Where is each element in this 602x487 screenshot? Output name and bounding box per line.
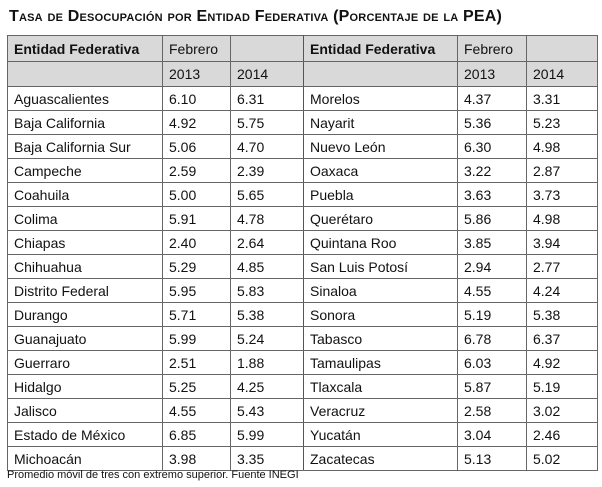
entity-name-cell: Durango <box>8 303 163 327</box>
entity-name-cell: Distrito Federal <box>8 279 163 303</box>
entity-name-cell: Zacatecas <box>304 447 458 471</box>
value-2013-cell: 2.59 <box>163 159 231 183</box>
table-row <box>8 303 598 327</box>
value-2014-cell: 4.24 <box>527 279 598 303</box>
entity-name-cell: Tamaulipas <box>304 351 458 375</box>
entity-name-cell: Hidalgo <box>8 375 163 399</box>
table-row <box>8 231 598 255</box>
value-2014-cell: 5.99 <box>231 423 304 447</box>
table-row <box>8 255 598 279</box>
value-2013-cell: 2.58 <box>458 399 527 423</box>
entity-name-cell: Yucatán <box>304 423 458 447</box>
value-2013-cell: 5.13 <box>458 447 527 471</box>
entity-name-cell: Baja California Sur <box>8 135 163 159</box>
column-header-2013-left: 2013 <box>163 62 231 87</box>
value-2014-cell: 5.83 <box>231 279 304 303</box>
value-2014-cell: 4.25 <box>231 375 304 399</box>
column-subheader-empty-left <box>8 62 163 87</box>
table-row <box>8 111 598 135</box>
value-2013-cell: 4.55 <box>458 279 527 303</box>
value-2013-cell: 2.51 <box>163 351 231 375</box>
value-2014-cell: 4.70 <box>231 135 304 159</box>
entity-name-cell: Puebla <box>304 183 458 207</box>
value-2013-cell: 5.00 <box>163 183 231 207</box>
value-2014-cell: 1.88 <box>231 351 304 375</box>
entity-name-cell: Veracruz <box>304 399 458 423</box>
value-2013-cell: 6.30 <box>458 135 527 159</box>
value-2014-cell: 4.98 <box>527 135 598 159</box>
table-row <box>8 87 598 111</box>
value-2013-cell: 5.36 <box>458 111 527 135</box>
table-row <box>8 375 598 399</box>
entity-name-cell: Estado de México <box>8 423 163 447</box>
table-row <box>8 159 598 183</box>
value-2014-cell: 3.35 <box>231 447 304 471</box>
value-2013-cell: 2.94 <box>458 255 527 279</box>
table-row <box>8 135 598 159</box>
value-2014-cell: 5.23 <box>527 111 598 135</box>
entity-name-cell: Querétaro <box>304 207 458 231</box>
column-header-month-left: Febrero <box>163 36 231 62</box>
entity-name-cell: Guanajuato <box>8 327 163 351</box>
entity-name-cell: Tlaxcala <box>304 375 458 399</box>
column-subheader-empty-right <box>304 62 458 87</box>
value-2013-cell: 4.92 <box>163 111 231 135</box>
value-2014-cell: 5.38 <box>231 303 304 327</box>
column-header-entity-left: Entidad Federativa <box>8 36 163 62</box>
value-2014-cell: 5.65 <box>231 183 304 207</box>
table-row <box>8 351 598 375</box>
value-2013-cell: 6.10 <box>163 87 231 111</box>
value-2014-cell: 4.78 <box>231 207 304 231</box>
value-2014-cell: 4.85 <box>231 255 304 279</box>
value-2013-cell: 5.95 <box>163 279 231 303</box>
value-2014-cell: 3.02 <box>527 399 598 423</box>
entity-name-cell: Sinaloa <box>304 279 458 303</box>
value-2013-cell: 6.03 <box>458 351 527 375</box>
entity-name-cell: San Luis Potosí <box>304 255 458 279</box>
value-2013-cell: 5.71 <box>163 303 231 327</box>
column-header-2014-left: 2014 <box>231 62 304 87</box>
value-2014-cell: 3.73 <box>527 183 598 207</box>
entity-name-cell: Oaxaca <box>304 159 458 183</box>
value-2014-cell: 2.46 <box>527 423 598 447</box>
value-2013-cell: 5.91 <box>163 207 231 231</box>
value-2014-cell: 3.94 <box>527 231 598 255</box>
value-2013-cell: 3.22 <box>458 159 527 183</box>
column-header-empty-left <box>231 36 304 62</box>
value-2013-cell: 3.98 <box>163 447 231 471</box>
table-row <box>8 423 598 447</box>
table-row <box>8 447 598 471</box>
entity-name-cell: Chihuahua <box>8 255 163 279</box>
value-2014-cell: 2.87 <box>527 159 598 183</box>
entity-name-cell: Sonora <box>304 303 458 327</box>
table-row <box>8 183 598 207</box>
value-2013-cell: 5.29 <box>163 255 231 279</box>
value-2013-cell: 5.86 <box>458 207 527 231</box>
entity-name-cell: Campeche <box>8 159 163 183</box>
page-title: Tasa de Desocupación por Entidad Federativa (Porcentaje de la PEA) <box>9 8 503 25</box>
table-subheader-row <box>8 62 598 87</box>
footnote: Promedio móvil de tres con extremo superior. Fuente INEGI <box>7 469 299 481</box>
value-2013-cell: 5.87 <box>458 375 527 399</box>
entity-name-cell: Michoacán <box>8 447 163 471</box>
entity-name-cell: Quintana Roo <box>304 231 458 255</box>
value-2014-cell: 5.38 <box>527 303 598 327</box>
value-2014-cell: 4.92 <box>527 351 598 375</box>
value-2013-cell: 3.63 <box>458 183 527 207</box>
table-header-row <box>8 36 598 62</box>
value-2013-cell: 5.99 <box>163 327 231 351</box>
column-header-empty-right <box>527 36 598 62</box>
column-header-entity-right: Entidad Federativa <box>304 36 458 62</box>
value-2013-cell: 4.55 <box>163 399 231 423</box>
value-2013-cell: 3.04 <box>458 423 527 447</box>
value-2014-cell: 6.31 <box>231 87 304 111</box>
table-row <box>8 279 598 303</box>
entity-name-cell: Jalisco <box>8 399 163 423</box>
value-2014-cell: 5.24 <box>231 327 304 351</box>
value-2014-cell: 5.02 <box>527 447 598 471</box>
value-2013-cell: 6.85 <box>163 423 231 447</box>
value-2013-cell: 5.19 <box>458 303 527 327</box>
value-2014-cell: 5.43 <box>231 399 304 423</box>
entity-name-cell: Baja California <box>8 111 163 135</box>
unemployment-table <box>7 35 598 471</box>
value-2013-cell: 6.78 <box>458 327 527 351</box>
entity-name-cell: Morelos <box>304 87 458 111</box>
entity-name-cell: Nuevo León <box>304 135 458 159</box>
value-2013-cell: 4.37 <box>458 87 527 111</box>
value-2014-cell: 3.31 <box>527 87 598 111</box>
value-2014-cell: 2.39 <box>231 159 304 183</box>
value-2014-cell: 5.19 <box>527 375 598 399</box>
value-2013-cell: 3.85 <box>458 231 527 255</box>
value-2013-cell: 5.25 <box>163 375 231 399</box>
entity-name-cell: Chiapas <box>8 231 163 255</box>
entity-name-cell: Colima <box>8 207 163 231</box>
value-2013-cell: 5.06 <box>163 135 231 159</box>
value-2013-cell: 2.40 <box>163 231 231 255</box>
value-2014-cell: 4.98 <box>527 207 598 231</box>
entity-name-cell: Coahuila <box>8 183 163 207</box>
table-row <box>8 327 598 351</box>
column-header-2014-right: 2014 <box>527 62 598 87</box>
column-header-month-right: Febrero <box>458 36 527 62</box>
value-2014-cell: 2.77 <box>527 255 598 279</box>
table-row <box>8 207 598 231</box>
entity-name-cell: Guerraro <box>8 351 163 375</box>
value-2014-cell: 5.75 <box>231 111 304 135</box>
value-2014-cell: 6.37 <box>527 327 598 351</box>
value-2014-cell: 2.64 <box>231 231 304 255</box>
table-row <box>8 399 598 423</box>
column-header-2013-right: 2013 <box>458 62 527 87</box>
entity-name-cell: Aguascalientes <box>8 87 163 111</box>
entity-name-cell: Nayarit <box>304 111 458 135</box>
entity-name-cell: Tabasco <box>304 327 458 351</box>
